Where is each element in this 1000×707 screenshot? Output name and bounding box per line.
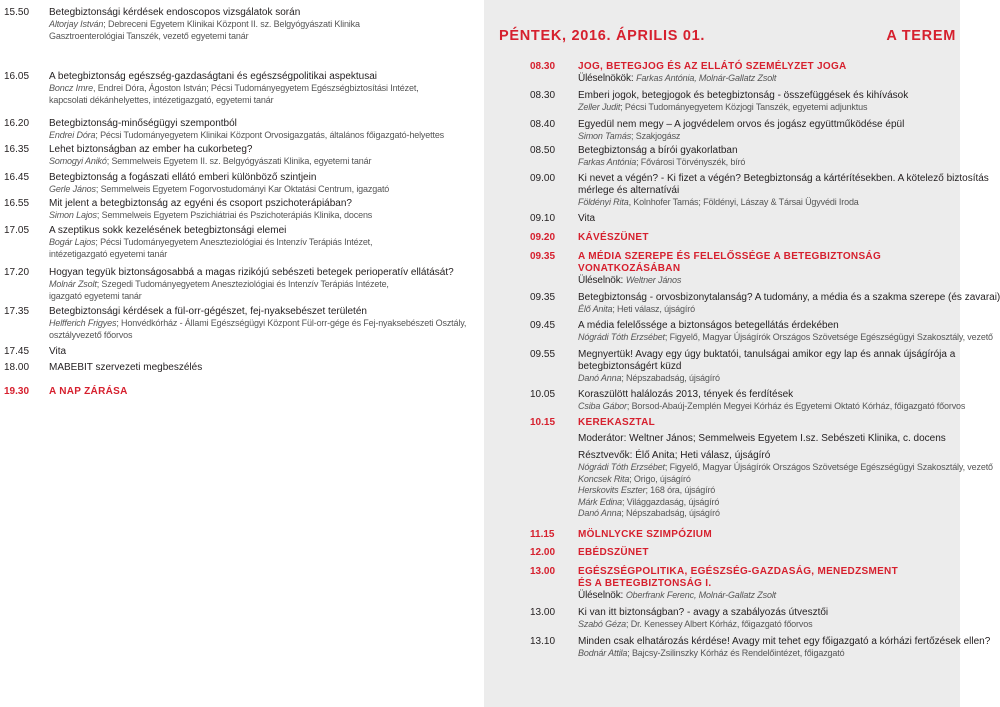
program-title: Betegbiztonság a bírói gyakorlatban (578, 145, 738, 156)
program-time: 09.45 (530, 320, 556, 331)
program-time: 09.20 (530, 232, 556, 243)
program-time: 08.50 (530, 145, 556, 156)
program-time: 17.05 (4, 225, 30, 236)
program-entry (49, 172, 389, 196)
program-title: Emberi jogok, betegjogok és betegbiztonság - összefüggések és kihívások (578, 90, 909, 101)
program-speaker: Nógrádi Tóth Erzsébet; Figyelő, Magyar Újságírók Országos Szövetsége Egészségügyi Szakosztály, vezető (578, 332, 993, 342)
program-entry (578, 90, 908, 114)
program-time: 08.40 (530, 119, 556, 130)
program-entry (49, 198, 372, 222)
program-time: 13.00 (530, 566, 556, 577)
program-time: 12.00 (530, 547, 556, 558)
program-entry (49, 386, 128, 398)
program-entry (578, 145, 745, 169)
program-time: 09.00 (530, 173, 556, 184)
program-entry (578, 417, 655, 429)
program-entry (49, 71, 419, 106)
program-time: 19.30 (4, 386, 30, 397)
program-speaker: Molnár Zsolt; Szegedi Tudományegyetem Aneszteziológiai és Intenzív Terápiás Intézete, (49, 279, 389, 289)
program-speaker: Simon Tamás; Szakjogász (578, 131, 681, 141)
program-entry (578, 251, 881, 287)
program-entry (578, 320, 993, 344)
program-entry (578, 232, 649, 244)
program-title: MÖLNLYCKE SZIMPÓZIUM (578, 529, 712, 540)
program-entry (578, 450, 993, 520)
program-title: Betegbiztonsági kérdések endoscopos vizsgálatok során (49, 7, 301, 18)
program-speaker: Márk Edina; Világgazdaság, újságíró (578, 496, 720, 507)
program-title: Koraszülött halálozás 2013, tények és ferdítések (578, 389, 794, 400)
program-time: 17.20 (4, 267, 30, 278)
program-time: 13.10 (530, 636, 556, 647)
program-title: Betegbiztonság - orvosbizonytalanság? A tudomány, a média és a szakma szerepe (és zavarai) (578, 292, 1000, 303)
program-title-cont: VONATKOZÁSÁBAN (578, 263, 681, 274)
program-entry (49, 225, 372, 260)
program-speaker: intézetigazgató egyetemi tanár (49, 248, 168, 259)
program-entry (578, 61, 847, 85)
program-time: 08.30 (530, 90, 556, 101)
program-title: Ki nevet a végén? - Ki fizet a végén? Betegbiztonság a kártérítésekben. A kötelező biztosítás (578, 173, 989, 184)
program-title: Moderátor: Weltner János; Semmelweis Egyetem I.sz. Sebészeti Klinika, c. docens (578, 433, 946, 444)
program-title: A szeptikus sokk kezelésének betegbiztonsági elemei (49, 225, 287, 236)
program-speaker: Üléselnök: Oberfrank Ferenc, Molnár-Gallatz Zsolt (578, 590, 777, 601)
program-speaker: Boncz Imre, Endrei Dóra, Ágoston István; Pécsi Tudományegyetem Egészségbiztosítási Intézet, (49, 83, 419, 93)
program-speaker: Endrei Dóra; Pécsi Tudományegyetem Klinikai Központ Orvosigazgatás, általános főigazgató-helyettes (49, 130, 445, 140)
program-title: Vita (578, 213, 596, 224)
program-entry (49, 7, 360, 42)
program-speaker: Helfferich Frigyes; Honvédkórház - Állami Egészségügyi Központ Fül-orr-gége és Fej-nyaksebészeti Osztály, (49, 318, 467, 328)
program-title-cont: betegbiztonságért küzd (578, 361, 682, 372)
program-title: Betegbiztonság-minőségügyi szempontból (49, 118, 237, 129)
program-entry (578, 636, 990, 660)
program-time: 16.20 (4, 118, 30, 129)
program-speaker: kapcsolati dékánhelyettes, intézetigazgató, egyetemi tanár (49, 94, 274, 105)
program-time: 10.15 (530, 417, 556, 428)
program-title: MABEBIT szervezeti megbeszélés (49, 362, 203, 373)
program-time: 09.55 (530, 349, 556, 360)
program-speaker: Koncsek Rita; Origo, újságíró (578, 473, 691, 484)
program-entry (578, 547, 649, 559)
program-title: A MÉDIA SZEREPE ÉS FELELŐSSÉGE A BETEGBIZTONSÁG (578, 251, 882, 262)
program-time: 16.35 (4, 144, 30, 155)
program-title: A média felelőssége a biztonságos betegellátás érdekében (578, 320, 839, 331)
program-speaker: Farkas Antónia; Fővárosi Törvényszék, bíró (578, 157, 746, 167)
program-speaker: Herskovits Eszter; 168 óra, újságíró (578, 485, 716, 496)
program-speaker: Gasztroenterológiai Tanszék, vezető egyetemi tanár (49, 30, 249, 41)
program-speaker: Danó Anna; Népszabadság, újságíró (578, 373, 720, 383)
program-speaker: Gerle János; Semmelweis Egyetem Fogorvostudományi Kar Oktatási Centrum, igazgató (49, 184, 390, 194)
program-title-cont: mérlege és alternatívái (578, 185, 680, 196)
program-title: Résztvevők: Élő Anita; Heti válasz, újságíró (578, 450, 771, 461)
program-title: Vita (49, 346, 67, 357)
program-entry (49, 267, 454, 302)
program-title: Megnyertük! Avagy egy úgy buktatói, tanulságai amikor egy lap és annak újságírója a (578, 349, 956, 360)
program-time: 16.45 (4, 172, 30, 183)
program-time: 18.00 (4, 362, 30, 373)
program-speaker: Csiba Gábor; Borsod-Abaúj-Zemplén Megyei Kórház és Egyetemi Oktató Kórház, főigazgató főorvos (578, 401, 966, 411)
program-speaker: igazgató egyetemi tanár (49, 290, 142, 301)
program-speaker: Szabó Géza; Dr. Kenessey Albert Kórház, főigazgató főorvos (578, 619, 813, 629)
program-time: 10.05 (530, 389, 556, 400)
program-speaker: Simon Lajos; Semmelweis Egyetem Pszichiátriai és Pszichoterápiás Klinika, docens (49, 210, 373, 220)
program-speaker: Danó Anna; Népszabadság, újságíró (578, 508, 720, 519)
right-column (484, 0, 1000, 707)
program-speaker: Üléselnökök: Farkas Antónia, Molnár-Gallatz Zsolt (578, 73, 777, 84)
program-entry (578, 566, 898, 602)
program-time: 13.00 (530, 607, 556, 618)
program-speaker: osztályvezető főorvos (49, 329, 133, 340)
program-entry (578, 607, 828, 631)
program-title: A NAP ZÁRÁSA (49, 386, 128, 397)
program-speaker: Földényi Rita, Kolnhofer Tamás; Földényi, Lászay & Társai Ügyvédi Iroda (578, 197, 859, 207)
program-title: A betegbiztonság egészség-gazdaságtani és egészségpolitikai aspektusai (49, 71, 377, 82)
program-speaker: Somogyi Anikó; Semmelweis Egyetem II. sz. Belgyógyászati Klinika, egyetemi tanár (49, 156, 372, 166)
program-title: EBÉDSZÜNET (578, 547, 649, 558)
program-title: KEREKASZTAL (578, 417, 656, 428)
program-title: JOG, BETEGJOG ÉS AZ ELLÁTÓ SZEMÉLYZET JOGA (578, 61, 847, 72)
program-time: 16.05 (4, 71, 30, 82)
program-entry (49, 362, 202, 374)
program-title: Egyedül nem megy – A jogvédelem orvos és jogász együttműködése épül (578, 119, 905, 130)
program-entry (578, 389, 965, 413)
program-time: 09.35 (530, 251, 556, 262)
program-title-cont: ÉS A BETEGBIZTONSÁG I. (578, 578, 712, 589)
program-speaker: Altorjay István; Debreceni Egyetem Klinikai Központ II. sz. Belgyógyászati Klinika (49, 19, 360, 29)
program-time: 09.35 (530, 292, 556, 303)
program-title: Betegbiztonság a fogászati ellátó emberi különböző szintjein (49, 172, 317, 183)
program-title: EGÉSZSÉGPOLITIKA, EGÉSZSÉG-GAZDASÁG, MENEDZSMENT (578, 566, 898, 577)
program-entry (49, 118, 444, 142)
program-title: Minden csak elhatározás kérdése! Avagy mit tehet egy főigazgató a kórházi fertőzések ellen? (578, 636, 991, 647)
day-heading: PÉNTEK, 2016. ÁPRILIS 01. (499, 28, 706, 44)
program-entry (578, 529, 712, 541)
program-entry (578, 292, 1000, 316)
program-speaker: Üléselnök: Weltner János (578, 275, 682, 286)
program-entry (578, 213, 595, 225)
program-entry (49, 144, 371, 168)
program-time: 17.35 (4, 306, 30, 317)
program-speaker: Zeller Judit; Pécsi Tudományegyetem Közjogi Tanszék, egyetemi adjunktus (578, 102, 868, 112)
program-time: 15.50 (4, 7, 30, 18)
program-time: 09.10 (530, 213, 556, 224)
program-title: Hogyan tegyük biztonságosabbá a magas rizikójú sebészeti betegek perioperatív ellátását? (49, 267, 454, 278)
program-title: Lehet biztonságban az ember ha cukorbeteg? (49, 144, 253, 155)
left-column (0, 0, 466, 707)
program-entry (578, 433, 946, 445)
program-time: 11.15 (530, 529, 555, 540)
program-entry (578, 173, 989, 209)
program-time: 16.55 (4, 198, 30, 209)
program-speaker: Bodnár Attila; Bajcsy-Zsilinszky Kórház és Rendelőintézet, főigazgató (578, 648, 845, 658)
program-entry (49, 306, 466, 341)
room-heading: A TEREM (886, 28, 956, 44)
program-speaker: Bogár Lajos; Pécsi Tudományegyetem Aneszteziológiai és Intenzív Terápiás Intézet, (49, 237, 373, 247)
program-title: Betegbiztonsági kérdések a fül-orr-gégészet, fej-nyaksebészet területén (49, 306, 367, 317)
program-speaker: Nógrádi Tóth Erzsébet; Figyelő, Magyar Újságírók Országos Szövetsége Egészségügyi Szakosztály, vezető (578, 462, 993, 472)
program-time: 08.30 (530, 61, 556, 72)
program-title: KÁVÉSZÜNET (578, 232, 649, 243)
program-entry (49, 346, 66, 358)
program-entry (578, 349, 955, 385)
program-time: 17.45 (4, 346, 30, 357)
program-entry (578, 119, 904, 143)
program-speaker: Élő Anita; Heti válasz, újságíró (578, 304, 695, 314)
program-title: Mit jelent a betegbiztonság az egyéni és csoport pszichoterápiában? (49, 198, 352, 209)
program-title: Ki van itt biztonságban? - avagy a szabályozás útvesztői (578, 607, 829, 618)
